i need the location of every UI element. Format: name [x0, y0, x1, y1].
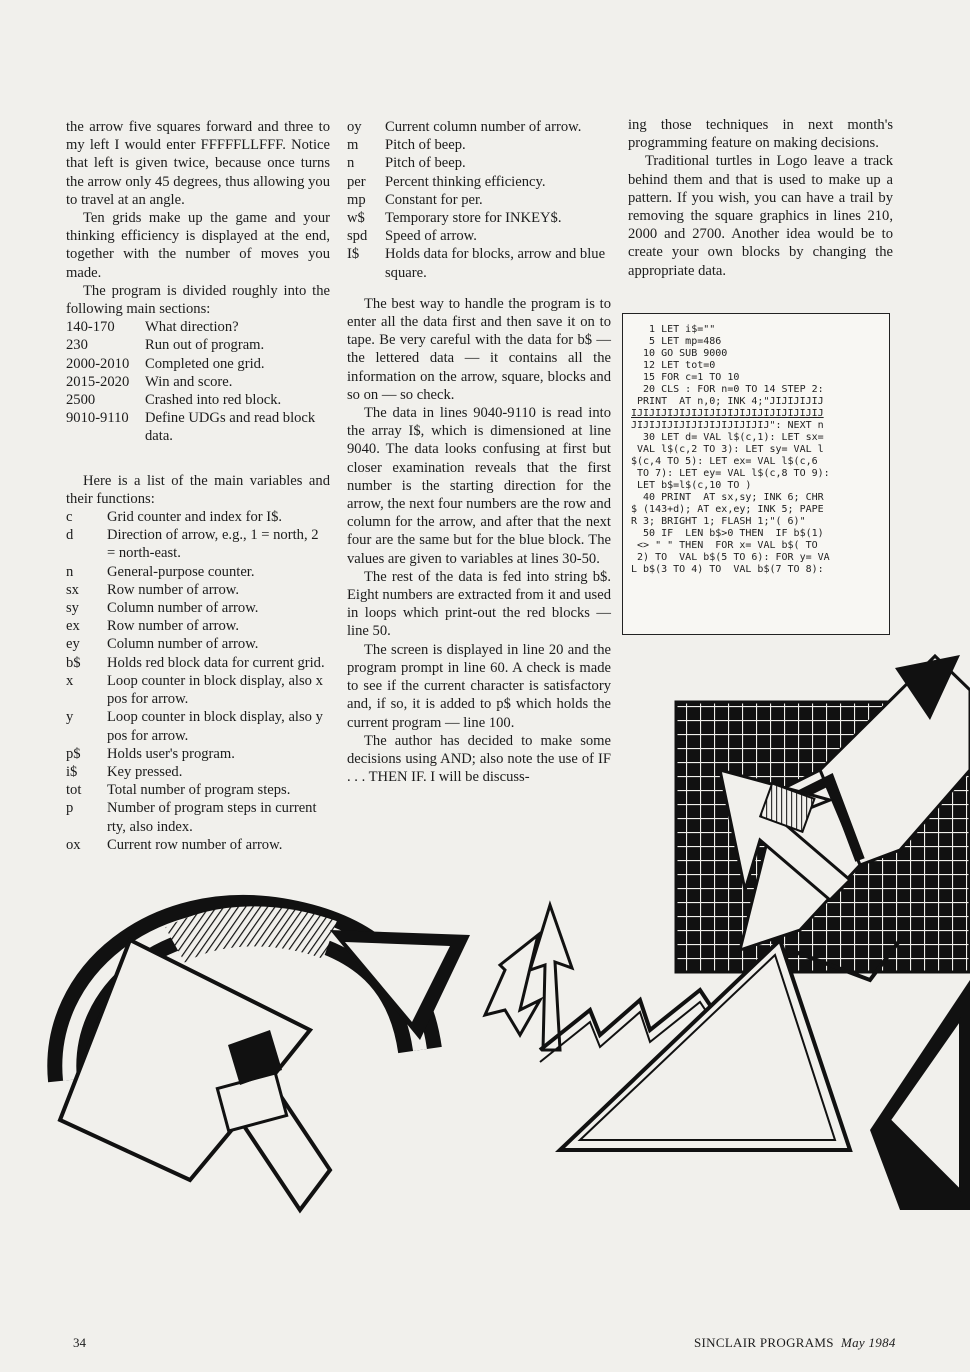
- listing-line: 20 CLS : FOR n=0 TO 14 STEP 2:: [631, 384, 824, 395]
- variable-row: [347, 245, 611, 281]
- variables-list-continued: [347, 118, 611, 282]
- variable-name: d: [66, 527, 74, 544]
- sections-list: [66, 318, 330, 445]
- variable-desc: Temporary store for INKEY$.: [385, 210, 562, 227]
- variable-desc: Holds red block data for current grid.: [107, 654, 325, 671]
- listing-line: <> " " THEN FOR x= VAL b$( TO: [631, 540, 818, 551]
- variable-row: [347, 173, 611, 191]
- paragraph-author: The author has decided to make some decisions using AND; also note the use of IF . . . THEN IF. I will be discuss-: [347, 732, 611, 786]
- listing-line: LET b$=l$(c,10 TO ): [631, 480, 752, 491]
- paragraph-variables: Here is a list of the main variables and their functions:: [66, 472, 330, 507]
- variable-row: [66, 563, 330, 581]
- section-desc: Run out of program.: [145, 337, 265, 354]
- variable-name: ox: [66, 836, 81, 853]
- section-desc: Define UDGs and read block data.: [145, 410, 316, 445]
- publication-name: SINCLAIR PROGRAMS: [694, 1335, 834, 1350]
- variable-name: ey: [66, 636, 80, 653]
- variable-name: p$: [66, 745, 81, 762]
- variable-row: [347, 118, 611, 136]
- variable-desc: Pitch of beep.: [385, 155, 466, 172]
- listing-line: 40 PRINT AT sx,sy; INK 6; CHR: [631, 492, 824, 503]
- variable-name: i$: [66, 763, 78, 780]
- section-range: 140-170: [66, 319, 115, 336]
- variable-name: ex: [66, 618, 80, 635]
- section-desc: Win and score.: [145, 373, 233, 390]
- variable-row: [66, 617, 330, 635]
- issue-date: May 1984: [840, 1335, 896, 1350]
- variable-row: [66, 526, 330, 562]
- paragraph-sections: The program is divided roughly into the following main sections:: [66, 282, 330, 318]
- variable-row: [347, 136, 611, 154]
- paragraph-grids: Ten grids make up the game and your thinking efficiency is displayed at the end, together with the number of moves you made.: [66, 210, 330, 281]
- variable-name: n: [66, 563, 74, 580]
- variable-desc: Pitch of beep.: [385, 137, 466, 154]
- section-range: 2500: [66, 392, 96, 409]
- variable-name: x: [66, 672, 74, 689]
- variable-desc: Holds data for blocks, arrow and blue square.: [385, 246, 606, 281]
- listing-line: 50 IF LEN b$>0 THEN IF b$(1): [631, 528, 824, 539]
- listing-line: 30 LET d= VAL l$(c,1): LET sx=: [631, 432, 824, 443]
- variable-row: [66, 599, 330, 617]
- variable-name: I$: [347, 246, 360, 263]
- variable-desc: Holds user's program.: [107, 745, 235, 762]
- variable-desc: Number of program steps in current rty, also index.: [107, 800, 317, 835]
- paragraph-turtles: Traditional turtles in Logo leave a track behind them and that is used to make up a pattern. If you wish, you can have a trail by removing the square graphics in lines 210, 2000 and 2700. Another idea would be to create your own blocks by changing the appropriate data.: [628, 153, 893, 279]
- paragraph-handle: The best way to handle the program is to enter all the data first and then save it on to tape. Be very careful with the data for b$ — the lettered data — it contains all the information on the arrow, square, blocks and so on — so check.: [347, 295, 611, 403]
- footer-publication: [694, 1335, 896, 1351]
- listing-line: JIJIJIJIJIJIJIJIJIJIJIJ": NEXT n: [631, 420, 824, 431]
- variable-desc: Grid counter and index for I$.: [107, 509, 283, 526]
- variable-name: n: [347, 155, 355, 172]
- variable-name: p: [66, 800, 74, 817]
- variable-row: [66, 508, 330, 526]
- variable-name: c: [66, 509, 73, 526]
- paragraph-rest: The rest of the data is fed into string b$. Eight numbers are extracted from it and used in loops which print-out the red blocks — line 50.: [347, 568, 611, 640]
- section-desc: Crashed into red block.: [145, 392, 282, 409]
- variable-desc: Loop counter in block display, also x pos for arrow.: [107, 672, 323, 708]
- variable-name: sx: [66, 581, 79, 598]
- section-row: [66, 373, 330, 391]
- variable-desc: Row number of arrow.: [107, 581, 239, 598]
- listing-line: 12 LET tot=0: [631, 360, 716, 371]
- variable-row: [347, 191, 611, 209]
- section-row: [66, 409, 330, 445]
- variable-desc: Current column number of arrow.: [385, 119, 582, 135]
- variable-desc: Constant for per.: [385, 191, 483, 208]
- hooked-arrow-shape: [60, 917, 470, 1210]
- variable-name: m: [347, 137, 359, 154]
- variable-desc: Row number of arrow.: [107, 618, 239, 635]
- paragraph-screen: The screen is displayed in line 20 and the program prompt in line 60. A check is made to see if the current character is satisfactory and, if so, it is added to p$ which holds the current program — line 100.: [347, 641, 611, 731]
- thin-arrows-shape: [485, 905, 572, 1050]
- listing-line: PRINT AT n,0; INK 4;"JIJIJIJIJ: [631, 396, 824, 407]
- variable-desc: Column number of arrow.: [107, 600, 259, 617]
- section-row: [66, 318, 330, 336]
- section-row: [66, 355, 330, 373]
- variable-desc: Column number of arrow.: [107, 636, 259, 653]
- variable-row: [66, 581, 330, 599]
- section-range: 9010-9110: [66, 410, 129, 427]
- paragraph-continued: ing those techniques in next month's programming feature on making decisions.: [628, 117, 893, 152]
- triangle-arrow-shape: [560, 940, 970, 1210]
- variable-row: [347, 154, 611, 172]
- section-desc: What direction?: [145, 319, 239, 336]
- arrow-illustration: [0, 650, 970, 1270]
- section-range: 2000-2010: [66, 355, 130, 372]
- variable-name: tot: [66, 782, 82, 799]
- variable-row: [347, 209, 611, 227]
- listing-line: IJIJIJIJIJIJIJIJIJIJIJIJIJIJIJIJ: [631, 408, 824, 419]
- variable-desc: Loop counter in block display, also y pos for arrow.: [107, 709, 323, 744]
- listing-line: TO 7): LET ey= VAL l$(c,8 TO 9):: [631, 468, 830, 479]
- listing-line: L b$(3 TO 4) TO VAL b$(7 TO 8):: [631, 564, 824, 575]
- listing-line: $(c,4 TO 5): LET ex= VAL l$(c,6: [631, 456, 818, 467]
- variable-name: mp: [347, 191, 366, 208]
- variable-row: [347, 227, 611, 245]
- variable-desc: Speed of arrow.: [385, 228, 477, 245]
- section-range: 230: [66, 337, 88, 354]
- listing-line: $ (143+d); AT ex,ey; INK 5; PAPE: [631, 504, 824, 515]
- listing-line: R 3; BRIGHT 1; FLASH 1;"( 6)": [631, 516, 806, 527]
- listing-line: VAL l$(c,2 TO 3): LET sy= VAL l: [631, 444, 824, 455]
- variable-desc: Direction of arrow, e.g., 1 = north, 2 = north-east.: [107, 527, 319, 562]
- section-row: [66, 336, 330, 354]
- listing-line: 10 GO SUB 9000: [631, 348, 728, 359]
- variable-name: b$: [66, 654, 81, 671]
- variable-desc: General-purpose counter.: [107, 563, 255, 580]
- variable-name: spd: [347, 228, 368, 245]
- variable-name: y: [66, 709, 74, 726]
- variable-name: per: [347, 173, 366, 190]
- paragraph-data: The data in lines 9040-9110 is read into the array I$, which is dimensioned at line 9040. The data looks confusing at first but closer examination reveals that the first number is the starting direction for the arrow, the next four numbers are the row and column for the arrow, and after that the next four are the same but for the blue block. The values are given to variables at lines 30-50.: [347, 405, 611, 567]
- program-listing: [622, 313, 890, 635]
- variable-desc: Total number of program steps.: [107, 782, 291, 799]
- variable-desc: Key pressed.: [107, 763, 183, 780]
- listing-line: 2) TO VAL b$(5 TO 6): FOR y= VA: [631, 552, 830, 563]
- section-row: [66, 391, 330, 409]
- variable-name: oy: [347, 119, 362, 135]
- section-desc: Completed one grid.: [145, 355, 265, 372]
- page-number: 34: [73, 1335, 86, 1350]
- variable-desc: Percent thinking efficiency.: [385, 173, 546, 190]
- variable-name: sy: [66, 600, 79, 617]
- listing-line: 1 LET i$="": [631, 324, 716, 335]
- listing-line: 5 LET mp=486: [631, 336, 722, 347]
- variable-desc: Current row number of arrow.: [107, 836, 283, 853]
- listing-line: 15 FOR c=1 TO 10: [631, 372, 740, 383]
- variable-name: w$: [347, 210, 365, 227]
- paragraph-intro: the arrow five squares forward and three to my left I would enter FFFFFLLFFF. Notice that left is given twice, because once turns the arrow only 45 degrees, thus allowing you to travel at an angle.: [66, 119, 330, 208]
- article-column-3: [628, 116, 893, 280]
- section-range: 2015-2020: [66, 373, 130, 390]
